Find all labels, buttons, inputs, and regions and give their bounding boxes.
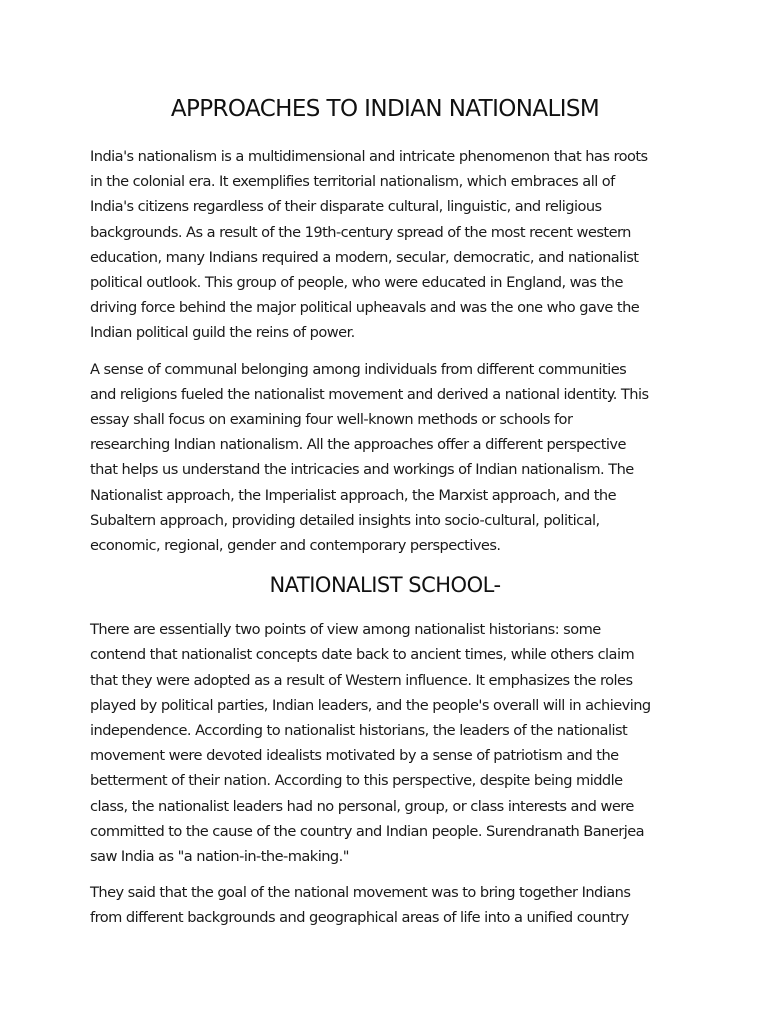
section-paragraph-2: They said that the goal of the national movement was to bring together Indians from different backgrounds and geographical areas of life into a unified country (90, 884, 631, 927)
document-title: APPROACHES TO INDIAN NATIONALISM (170, 96, 600, 122)
section-heading: NATIONALIST SCHOOL- (269, 573, 501, 598)
intro-paragraph-1: India's nationalism is a multidimensional and intricate phenomenon that has roots in the colonial era. It exemplifies territorial nationalism, which embraces all of India's citizens regardless of their disparate cultural, linguistic, and religious backgrounds. As a result of the 19th-century spread of the most recent western education, many Indians required a modern, secular, democratic, and nationalist political outlook. This group of people, who were educated in England, was the driving force behind the major political upheavals and was the one who gave the Indian political guild the reins of power. (90, 148, 648, 342)
intro-paragraph-2: A sense of communal belonging among individuals from different communities and religions fueled the nationalist movement and derived a national identity. This essay shall focus on examining four well-known methods or schools for researching Indian nationalism. All the approaches offer a different perspective that helps us understand the intricacies and workings of Indian nationalism. The Nationalist approach, the Imperialist approach, the Marxist approach, and the Subaltern approach, providing detailed insights into socio-cultural, political, economic, regional, gender and contemporary perspectives. (90, 360, 649, 555)
document-body (90, 92, 680, 942)
section-paragraph-1: There are essentially two points of view among nationalist historians: some contend that nationalist concepts date back to ancient times, while others claim that they were adopted as a result of Western influence. It emphasizes the roles played by political parties, Indian leaders, and the people's overall will in achieving independence. According to nationalist historians, the leaders of the nationalist movement were devoted idealists motivated by a sense of patriotism and the betterment of their nation. According to this perspective, despite being middle class, the nationalist leaders had no personal, group, or class interests and were committed to the cause of the country and Indian people. Surendranath Banerjea saw India as "a nation-in-the-making." (90, 621, 651, 866)
